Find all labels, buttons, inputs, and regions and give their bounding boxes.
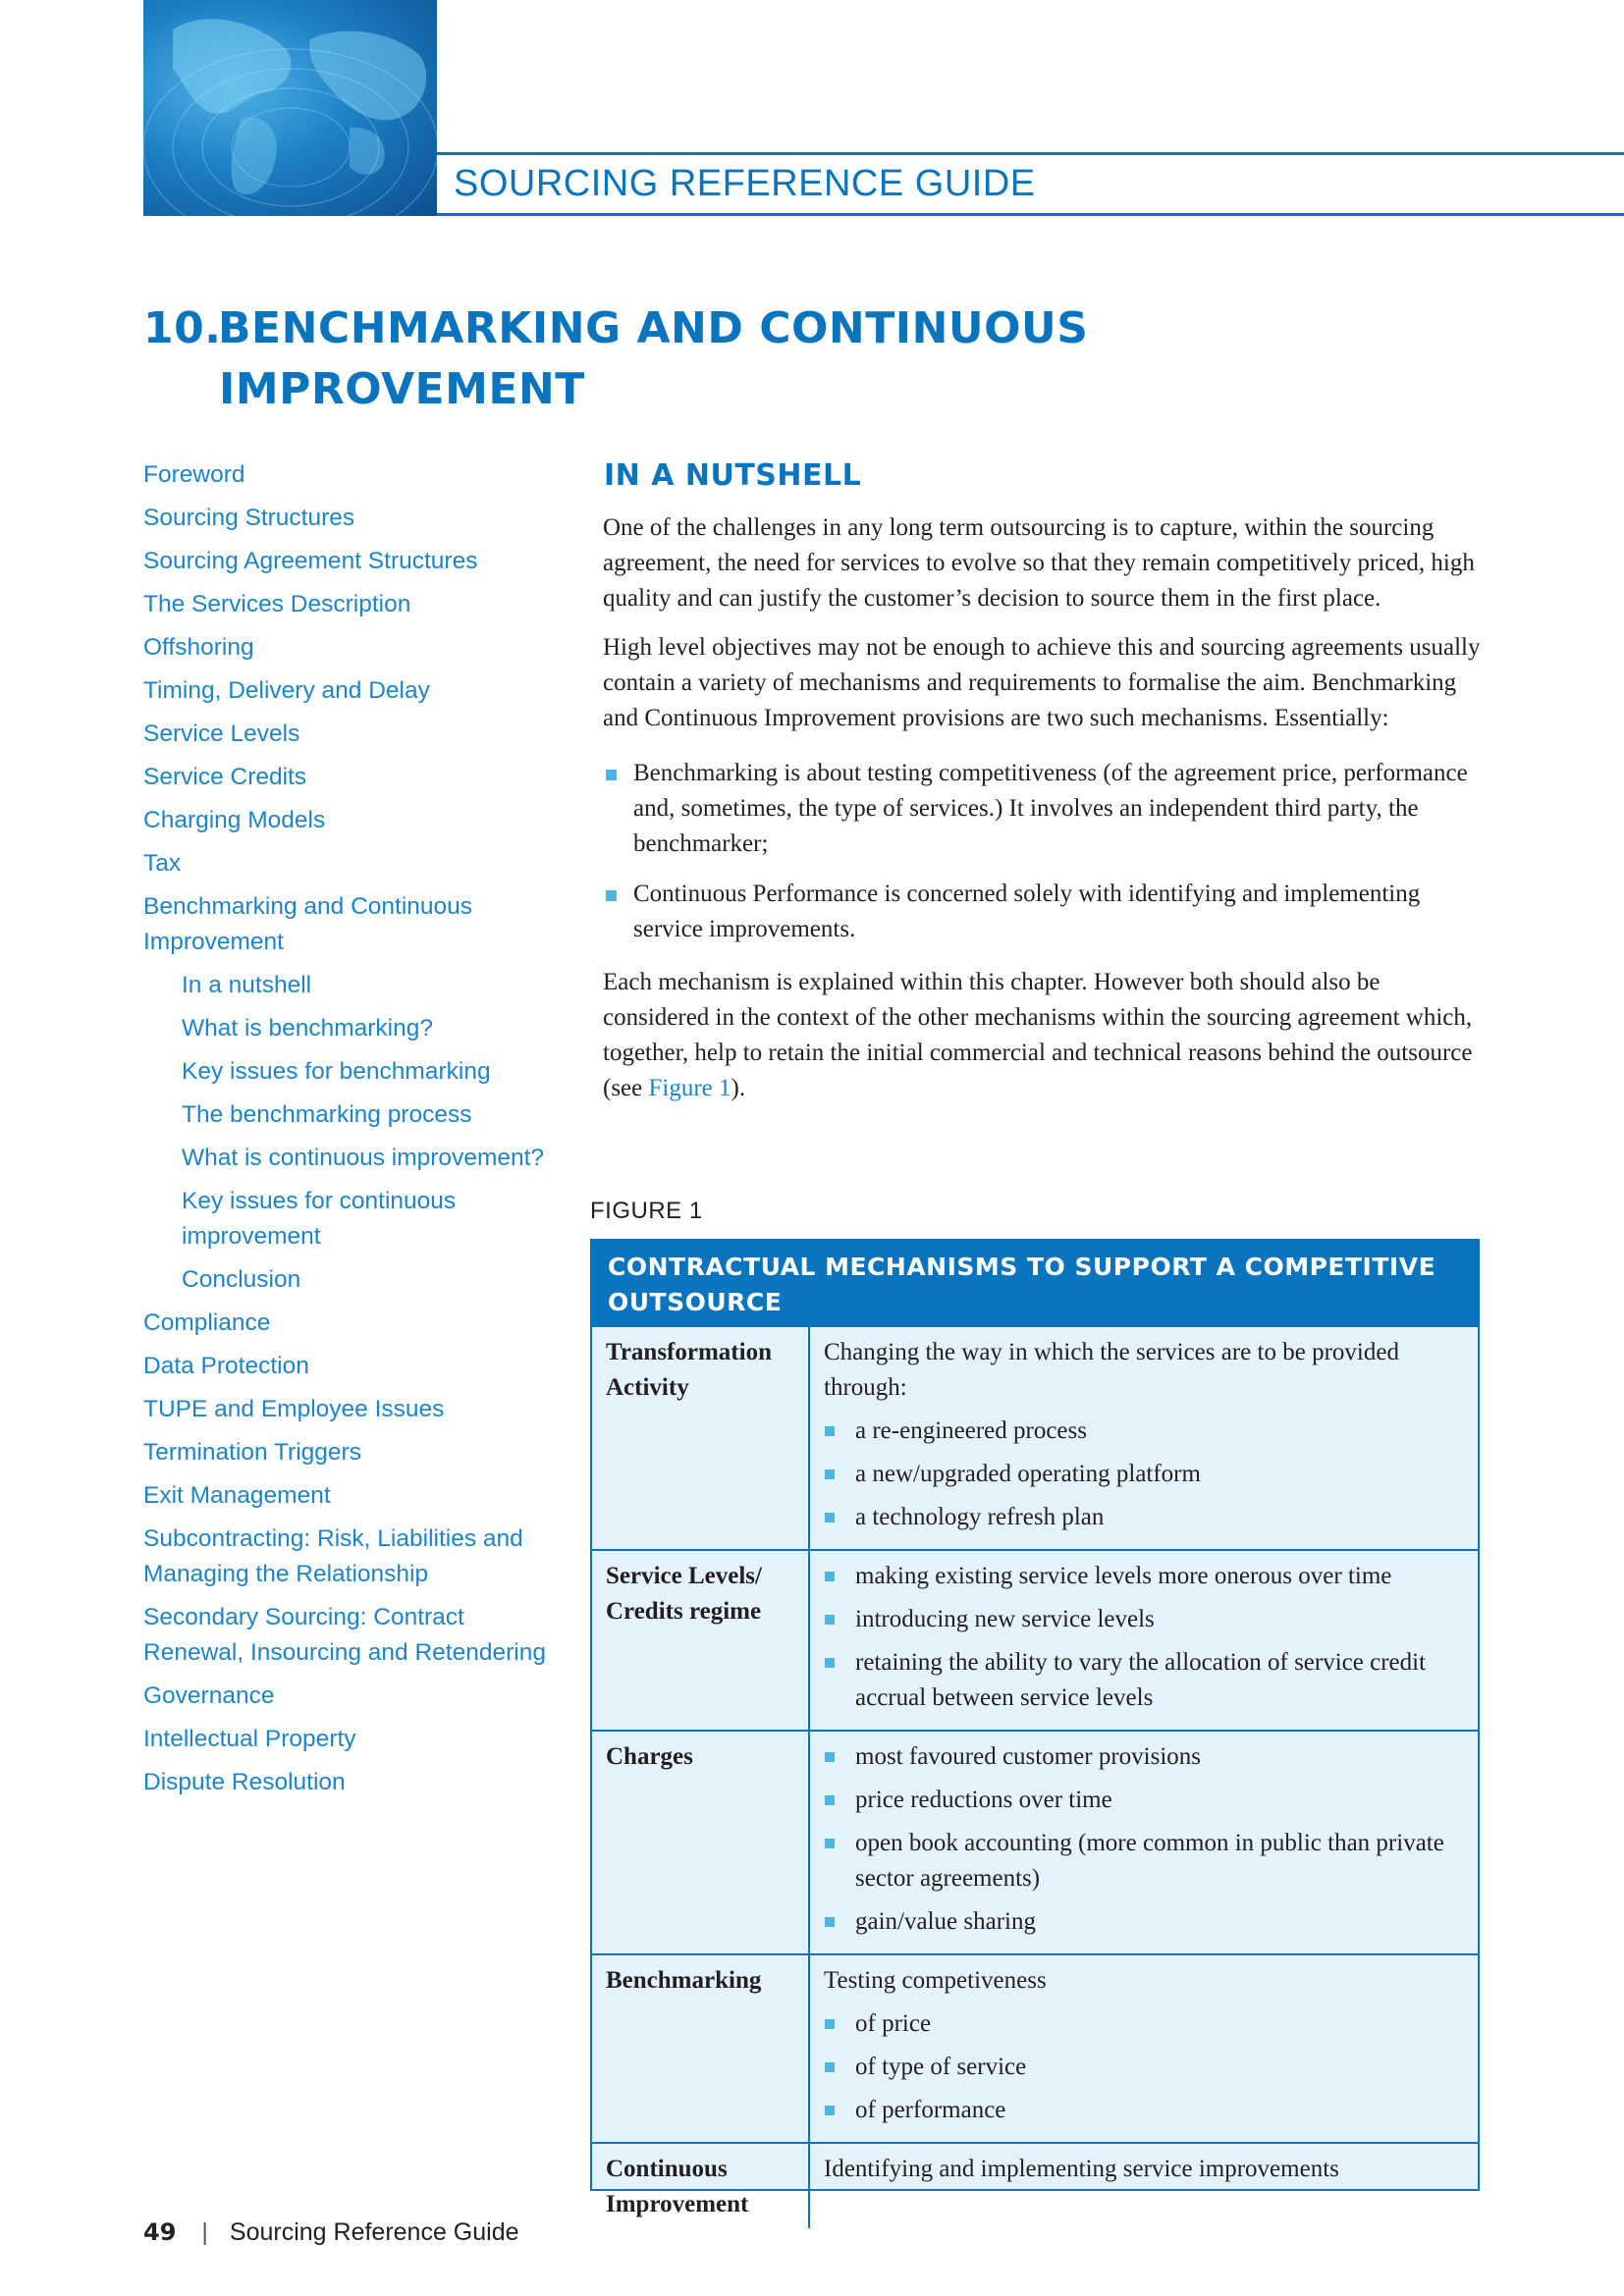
figure-table-box (590, 1239, 1480, 2217)
toc-item[interactable]: Key issues for benchmarking (182, 1058, 491, 1085)
section-heading: IN A NUTSHELL (604, 458, 862, 493)
row-bullet-list (824, 1559, 1464, 1716)
bullet-square-icon (825, 2106, 835, 2115)
list-item (824, 2093, 1464, 2128)
row-content (809, 1550, 1478, 1731)
toc-item[interactable]: Timing, Delivery and Delay (143, 677, 430, 704)
bullet-square-icon (825, 1752, 835, 1762)
list-item (824, 1739, 1464, 1775)
list-item (603, 756, 1487, 862)
bullet-text: open book accounting (more common in public than private sector agreements) (855, 1830, 1444, 1892)
bullet-text: of price (855, 2010, 932, 2037)
toc-item[interactable]: Tax (143, 850, 182, 877)
toc-item[interactable]: Key issues for continuous improvement (182, 1188, 457, 1250)
bullet-text: of type of service (855, 2054, 1027, 2080)
toc-item[interactable]: Exit Management (143, 1482, 331, 1509)
header-rule-bottom (437, 213, 1624, 216)
table-row (592, 2143, 1478, 2228)
bullet-square-icon (825, 1795, 835, 1805)
row-intro-text: Identifying and implementing service improvements (824, 2156, 1339, 2182)
figure-1-link[interactable]: Figure 1 (648, 1075, 731, 1101)
list-item (824, 1457, 1464, 1492)
paragraph-text: Each mechanism is explained within this chapter. However both should also be considered in the context of the other mechanisms within the sourcing agreement which, together, help to retain the initial commercial and technical reasons behind the outsource (see (603, 969, 1473, 1101)
bullet-square-icon (825, 2019, 835, 2029)
figure-label: FIGURE 1 (590, 1198, 703, 1224)
table-row (592, 1327, 1478, 1550)
row-label: Service Levels/ Credits regime (592, 1550, 809, 1731)
bullet-square-icon (825, 1513, 835, 1522)
bullet-text: a technology refresh plan (855, 1504, 1105, 1530)
toc-item[interactable]: The Services Description (143, 591, 411, 617)
row-label: Charges (592, 1731, 809, 1954)
paragraph-text-end: ). (731, 1075, 746, 1101)
toc-item[interactable]: In a nutshell (182, 972, 312, 998)
toc-item[interactable]: Benchmarking and Continuous Improvement (143, 893, 473, 955)
toc-item[interactable]: What is continuous improvement? (182, 1145, 545, 1171)
row-label: Continuous Improvement (592, 2143, 809, 2228)
bullet-text: of performance (855, 2097, 1006, 2123)
toc-item[interactable]: Intellectual Property (143, 1726, 356, 1752)
paragraph-objectives: High level objectives may not be enough to achieve this and sourcing agreements usually contain a variety of mechanisms and requirements to formalise the aim. Benchmarking and Continuous Improvement provisions are two such mechanisms. Essentially: (603, 634, 1481, 731)
toc-item[interactable]: What is benchmarking? (182, 1015, 434, 1041)
bullet-square-icon (606, 770, 617, 780)
bullet-square-icon (825, 1615, 835, 1625)
bullet-text: gain/value sharing (855, 1908, 1036, 1935)
row-intro-text: Changing the way in which the services are to be provided through: (824, 1339, 1399, 1401)
bullet-text: retaining the ability to vary the allocation of service credit accrual between service levels (855, 1649, 1427, 1711)
toc-item[interactable]: Conclusion (182, 1266, 301, 1293)
bullet-text: making existing service levels more onerous over time (855, 1563, 1392, 1589)
bullet-square-icon (825, 1572, 835, 1581)
bullet-text: Benchmarking is about testing competitiveness (of the agreement price, performance and, sometimes, the type of services.) It involves an independent third party, the benchmarker; (633, 760, 1468, 857)
list-item (824, 1500, 1464, 1535)
toc-item[interactable]: Service Credits (143, 764, 307, 790)
paragraph-explanation (603, 965, 1487, 1106)
list-item (824, 2050, 1464, 2085)
header-title: SOURCING REFERENCE GUIDE (454, 163, 1036, 204)
toc-item[interactable]: Service Levels (143, 721, 300, 747)
table-row (592, 1731, 1478, 1954)
chapter-title-line1: BENCHMARKING AND CONTINUOUS (218, 303, 1089, 353)
world-map-graphic (143, 0, 437, 216)
toc-item[interactable]: Sourcing Structures (143, 505, 355, 531)
bullet-text: introducing new service levels (855, 1606, 1155, 1632)
toc-item[interactable]: Charging Models (143, 807, 326, 833)
row-content (809, 1731, 1478, 1954)
bullet-square-icon (825, 1658, 835, 1668)
page-number: 49 (143, 2218, 177, 2246)
toc-item[interactable]: Subcontracting: Risk, Liabilities and Managing the Relationship (143, 1525, 523, 1587)
toc-item[interactable]: Secondary Sourcing: Contract Renewal, Insourcing and Retendering (143, 1604, 546, 1666)
table-row (592, 1954, 1478, 2143)
mechanisms-table (592, 1327, 1478, 2228)
header-rule-top (437, 152, 1624, 155)
sidebar-toc (143, 457, 566, 1808)
row-bullet-list (824, 2006, 1464, 2128)
bullet-square-icon (825, 1839, 835, 1848)
bullet-square-icon (606, 890, 617, 901)
mechanism-bullet-list (603, 756, 1487, 947)
toc-item[interactable]: Offshoring (143, 634, 254, 661)
bullet-square-icon (825, 1426, 835, 1436)
row-intro-text: Testing competiveness (824, 1967, 1047, 1994)
bullet-text: most favoured customer provisions (855, 1743, 1202, 1770)
toc-item[interactable]: Foreword (143, 461, 245, 488)
list-item (824, 1602, 1464, 1637)
footer-title: Sourcing Reference Guide (229, 2218, 519, 2246)
bullet-text: Continuous Performance is concerned solely with identifying and implementing service improvements. (633, 881, 1421, 942)
bullet-text: a re-engineered process (855, 1417, 1087, 1444)
toc-item[interactable]: Governance (143, 1682, 275, 1709)
row-bullet-list (824, 1739, 1464, 1940)
table-row (592, 1550, 1478, 1731)
bullet-square-icon (825, 1917, 835, 1927)
list-item (824, 1783, 1464, 1818)
list-item (824, 1559, 1464, 1594)
paragraph-intro: One of the challenges in any long term outsourcing is to capture, within the sourcing agreement, the need for services to evolve so that they remain competitively priced, high quality and can justify the customer’s decision to source them in the first place. (603, 514, 1475, 612)
chapter-title-line2: IMPROVEMENT (219, 364, 585, 414)
list-item (824, 1826, 1464, 1896)
figure-title: CONTRACTUAL MECHANISMS TO SUPPORT A COMPETITIVE OUTSOURCE (592, 1241, 1478, 1327)
list-item (824, 2006, 1464, 2042)
chapter-number: 10. (143, 303, 222, 353)
toc-item[interactable]: Data Protection (143, 1353, 309, 1379)
row-bullet-list (824, 1414, 1464, 1535)
toc-item[interactable]: The benchmarking process (182, 1101, 472, 1128)
main-content (603, 459, 1487, 1120)
row-content (809, 2143, 1478, 2228)
toc-item[interactable]: Compliance (143, 1309, 271, 1336)
toc-item[interactable]: TUPE and Employee Issues (143, 1396, 445, 1422)
list-item (824, 1414, 1464, 1449)
footer-separator: | (201, 2218, 208, 2246)
row-label: Benchmarking (592, 1954, 809, 2143)
list-item (824, 1645, 1464, 1716)
row-label: Transformation Activity (592, 1327, 809, 1550)
list-item (603, 877, 1487, 947)
list-item (824, 1904, 1464, 1940)
toc-item[interactable]: Dispute Resolution (143, 1769, 346, 1795)
header-globe-image (143, 0, 437, 216)
row-content (809, 1954, 1478, 2143)
bullet-text: a new/upgraded operating platform (855, 1461, 1201, 1487)
bullet-square-icon (825, 2062, 835, 2072)
bullet-square-icon (825, 1469, 835, 1479)
row-content (809, 1327, 1478, 1550)
page-footer (143, 2218, 519, 2247)
bullet-text: price reductions over time (855, 1787, 1112, 1813)
toc-item[interactable]: Sourcing Agreement Structures (143, 548, 478, 574)
toc-item[interactable]: Termination Triggers (143, 1439, 361, 1466)
chapter-title (143, 298, 1322, 420)
